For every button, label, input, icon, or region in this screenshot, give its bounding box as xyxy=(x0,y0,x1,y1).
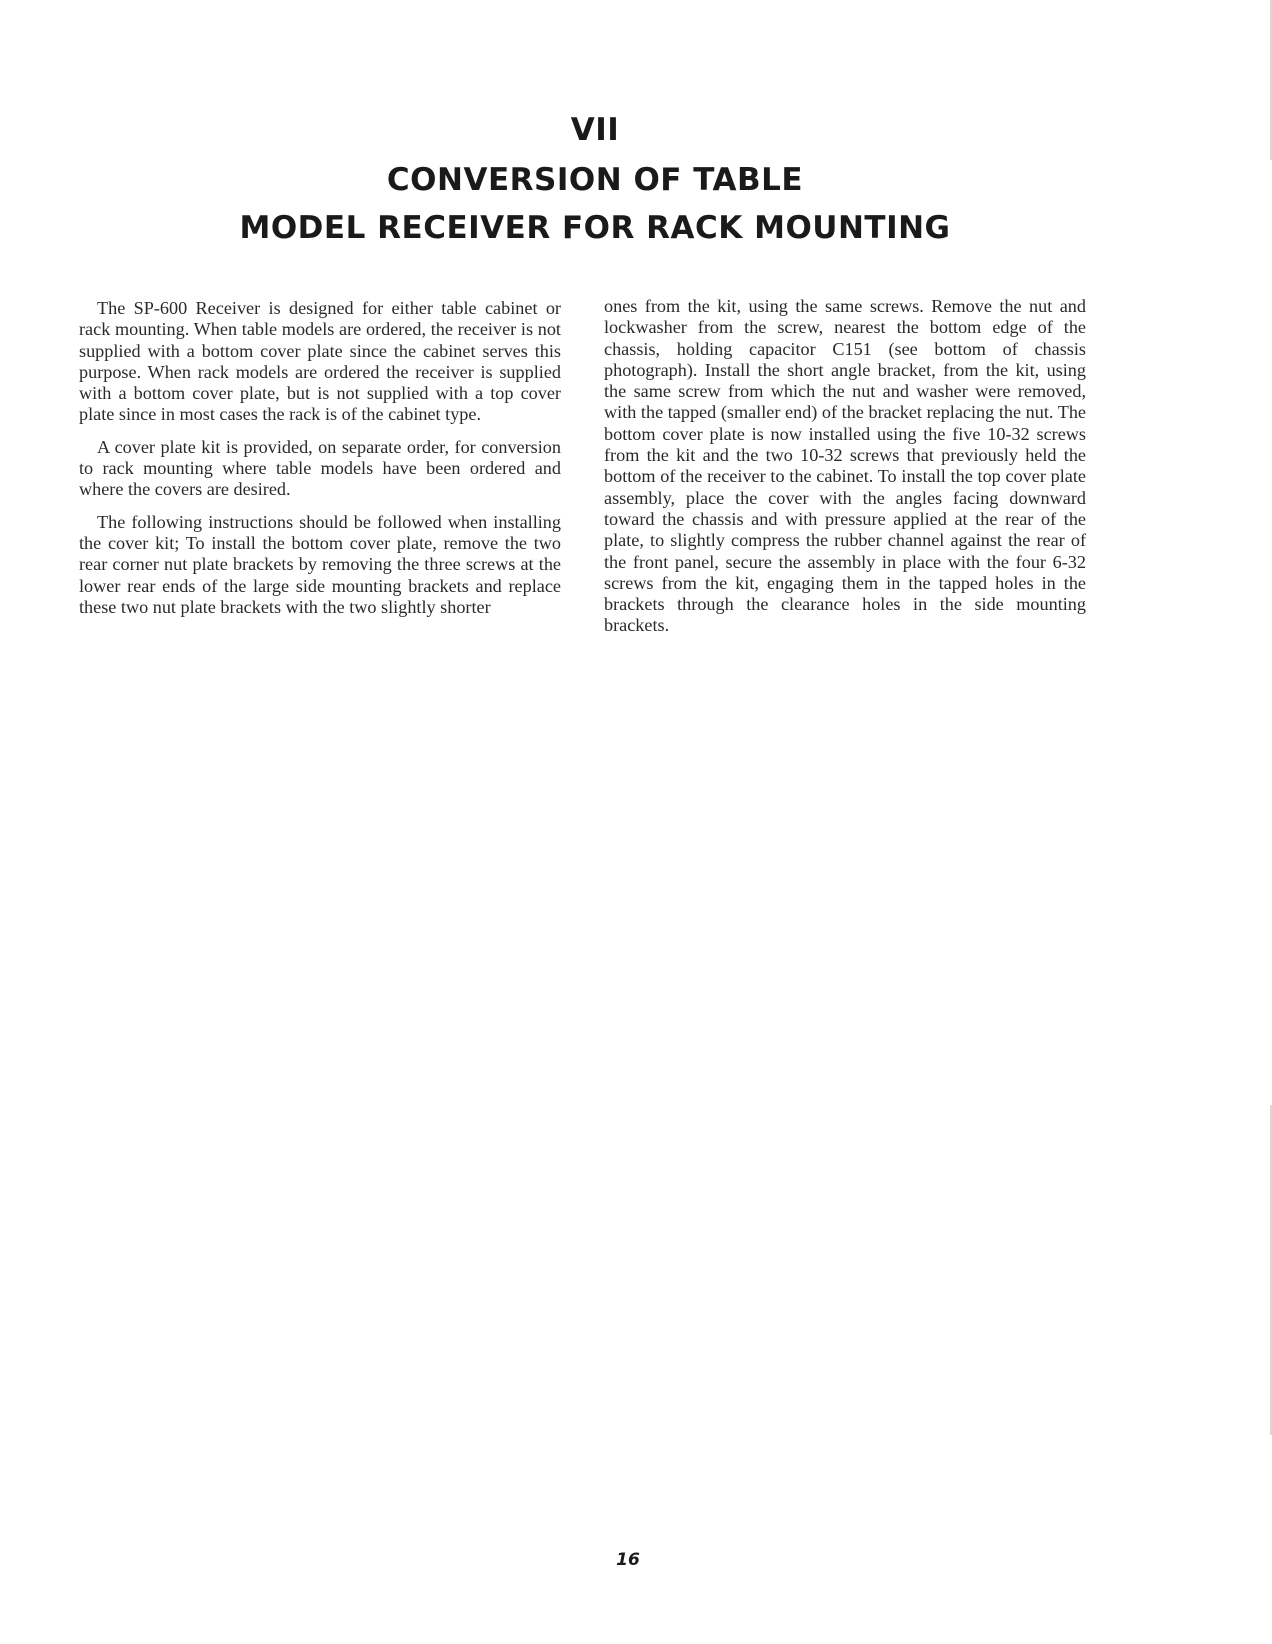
page-number: 16 xyxy=(616,1550,640,1570)
paragraph-instructions: The following instructions should be followed when installing the cover kit; To install the bottom cover plate, remove the two rear corner nut plate brackets by removing the three screws at the lower rear ends of the large side mounting brackets and replace these two nut plate brackets with the two slightly shorter xyxy=(79,511,561,617)
left-text-column xyxy=(79,298,561,629)
paragraph-cover-kit: A cover plate kit is provided, on separate order, for conversion to rack mounting where table models have been ordered and where the covers are desired. xyxy=(79,436,561,500)
chapter-number: VII xyxy=(570,112,620,148)
paragraph-intro: The SP-600 Receiver is designed for either table cabinet or rack mounting. When table models are ordered, the receiver is not supplied with a bottom cover plate since the cabinet serves this purpose. When rack models are ordered the receiver is supplied with a bottom cover plate, but is not supplied with a top cover plate since in most cases the rack is of the cabinet type. xyxy=(79,298,561,425)
paragraph-instructions-continued: ones from the kit, using the same screws. Remove the nut and lockwasher from the screw, nearest the bottom edge of the chassis, holding capacitor C151 (see bottom of chassis photograph). Install the short angle bracket, from the kit, using the same screw from which the nut and washer were removed, with the tapped (smaller end) of the bracket replacing the nut. The bottom cover plate is now installed using the five 10-32 screws from the kit and the two 10-32 screws that previously held the bottom of the receiver to the cabinet. To install the top cover plate assembly, place the cover with the angles facing downward toward the chassis and with pressure applied at the rear of the plate, to slightly compress the rubber channel against the rear of the front panel, secure the assembly in place with the four 6-32 screws from the kit, engaging them in the tapped holes in the brackets through the clearance holes in the side mounting brackets. xyxy=(604,296,1086,636)
page-title-line-1: CONVERSION OF TABLE xyxy=(386,162,804,198)
page-title-line-2: MODEL RECEIVER FOR RACK MOUNTING xyxy=(239,210,951,246)
right-text-column xyxy=(604,296,1086,648)
